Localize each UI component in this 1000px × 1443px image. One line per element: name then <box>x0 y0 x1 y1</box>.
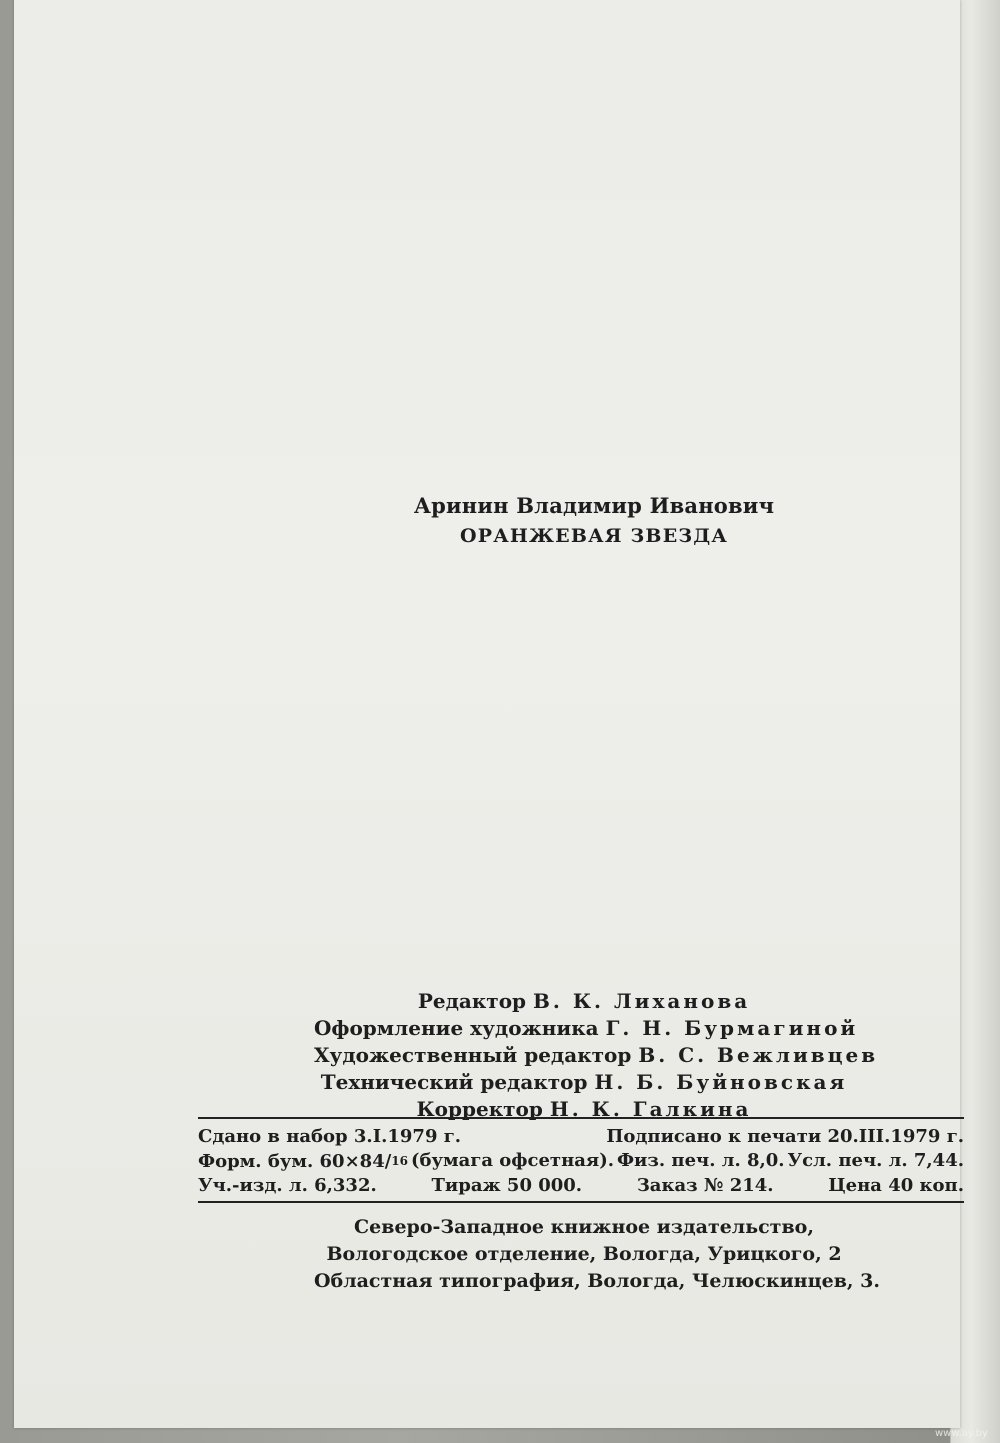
credit-art-editor <box>314 1042 879 1069</box>
publisher-line: Областная типография, Вологда, Челюскинцев, 3. <box>314 1270 880 1292</box>
credit-design <box>314 1015 859 1042</box>
site-watermark: www.ay.by <box>935 1428 988 1439</box>
book-page <box>14 0 964 1428</box>
book-title: ОРАНЖЕВАЯ ЗВЕЗДА <box>459 525 729 547</box>
publisher-block <box>314 1214 880 1295</box>
imprint-block <box>198 1117 964 1203</box>
publisher-line: Северо-Западное книжное издательство, <box>354 1216 814 1238</box>
credit-role: Художественный редактор <box>314 1043 632 1067</box>
credit-name: В. К. Лиханова <box>533 989 751 1013</box>
author-name: Аринин Владимир Иванович <box>413 493 775 518</box>
imprint-row-format <box>198 1149 964 1174</box>
physical-sheets: Физ. печ. л. 8,0. <box>616 1150 785 1171</box>
credit-name: Н. К. Галкина <box>549 1097 752 1121</box>
paper-format-prefix: Форм. бум. 60×84/ <box>198 1151 392 1172</box>
credit-name: Г. Н. Бурмагиной <box>605 1016 859 1040</box>
credit-name: Н. Б. Буйновская <box>594 1070 848 1094</box>
edition-sheets: Уч.-изд. л. 6,332. <box>198 1175 377 1196</box>
order-number: Заказ № 214. <box>636 1175 774 1196</box>
paper-format-fraction: 16 <box>391 1154 408 1168</box>
print-run: Тираж 50 000. <box>431 1175 583 1196</box>
imprint-row-run <box>198 1174 964 1198</box>
typeset-date: Сдано в набор 3.I.1979 г. <box>198 1126 462 1147</box>
credit-role: Оформление художника <box>314 1016 599 1040</box>
paper-format <box>198 1149 408 1174</box>
credit-role: Редактор <box>417 989 527 1013</box>
credit-editor <box>314 988 854 1015</box>
credits-block <box>314 988 879 1123</box>
conventional-sheets: Усл. печ. л. 7,44. <box>787 1150 964 1171</box>
credit-role: Корректор <box>416 1097 543 1121</box>
signed-date: Подписано к печати 20.III.1979 г. <box>606 1126 964 1147</box>
price: Цена 40 коп. <box>828 1175 964 1196</box>
credit-name: В. С. Вежливцев <box>638 1043 879 1067</box>
publisher-line: Вологодское отделение, Вологда, Урицкого, 2 <box>326 1243 842 1265</box>
credit-tech-editor <box>314 1069 854 1096</box>
imprint-row-dates <box>198 1125 964 1149</box>
credit-role: Технический редактор <box>320 1070 588 1094</box>
paper-type: (бумага офсетная). <box>410 1150 614 1171</box>
